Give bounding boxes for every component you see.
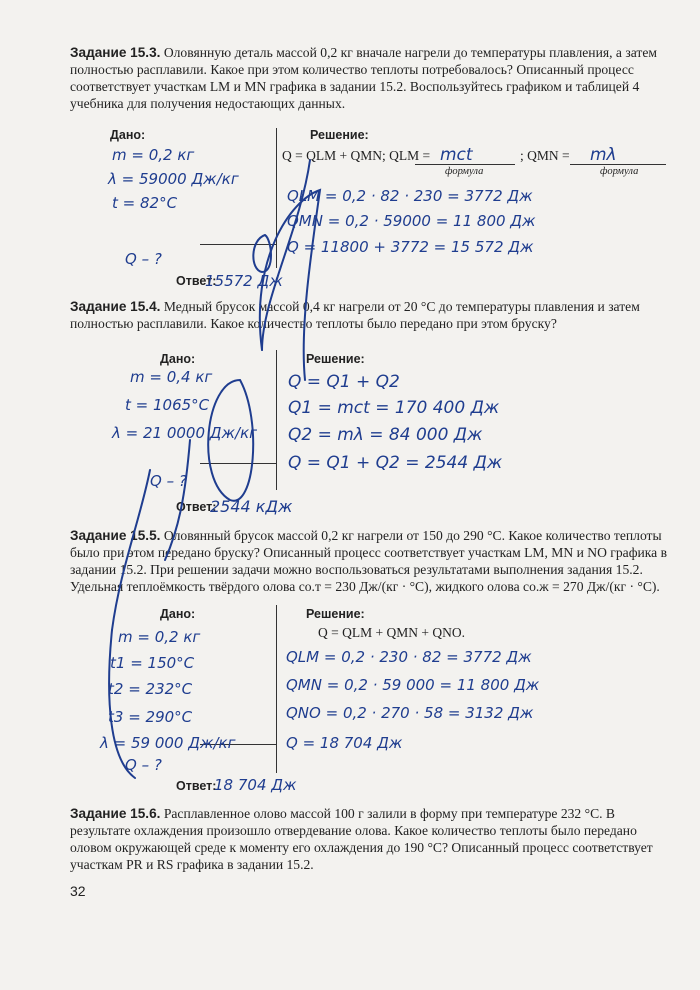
answer-label-155: Ответ: (176, 779, 217, 793)
hw-154-answer: 2544 кДж (210, 497, 293, 516)
hw-153-s2: QMN = 0,2 · 59000 = 11 800 Дж (287, 212, 536, 230)
divider-vertical-155 (276, 605, 277, 773)
formula-blank-2 (570, 164, 666, 165)
task-15-3-label: Задание 15.3. (70, 45, 161, 60)
hw-154-q: Q – ? (150, 472, 187, 490)
hw-155-t1: t1 = 150°C (110, 654, 195, 672)
hw-155-s3: QNO = 0,2 · 270 · 58 = 3132 Дж (286, 704, 534, 722)
given-label-153: Дано: (110, 128, 146, 142)
hw-153-s1: QLM = 0,2 · 82 · 230 = 3772 Дж (287, 187, 533, 205)
formula-153: Q = QLM + QMN; QLM = (282, 148, 431, 163)
divider-vertical-154 (276, 350, 277, 490)
task-15-6-label: Задание 15.6. (70, 806, 161, 821)
hw-153-t: t = 82°C (112, 194, 178, 212)
hw-154-m: m = 0,4 кг (130, 368, 213, 386)
hw-153-s3: Q = 11800 + 3772 = 15 572 Дж (287, 238, 534, 256)
answer-label-153: Ответ: (176, 274, 217, 288)
hw-154-s3: Q2 = mλ = 84 000 Дж (288, 425, 483, 445)
hw-154-s2: Q1 = mct = 170 400 Дж (288, 398, 500, 418)
hw-155-q: Q – ? (125, 756, 162, 774)
formula-155: Q = QLM + QMN + QNO. (318, 625, 465, 640)
hw-154-s1: Q = Q1 + Q2 (288, 372, 400, 392)
hw-153-f1: mct (440, 145, 473, 165)
hw-153-lambda: λ = 59000 Дж/кг (108, 170, 239, 188)
hw-153-f2: mλ (590, 145, 617, 165)
hw-155-lambda: λ = 59 000 Дж/кг (100, 734, 236, 752)
solution-label-155: Решение: (306, 607, 365, 621)
task-15-6-body: Расплавленное олово массой 100 г залили в форму при температуре 232 °C. В результате охлаждения произошло отвердевание олова. Какое количество теплоты было передано оловом окружающей среде к моменту его охлаждения до 190 °C? Описанный процесс соответствует участкам PR и RS графика в задании 15.2. (70, 806, 653, 872)
task-15-4-text (70, 298, 670, 332)
divider-vertical-153 (276, 128, 277, 268)
task-15-3-text (70, 44, 670, 112)
hw-153-answer: 15572 Дж (205, 272, 283, 290)
hw-153-m: m = 0,2 кг (112, 146, 195, 164)
task-15-5-body: Оловянный брусок массой 0,2 кг нагрели от 150 до 290 °C. Какое количество теплоты было при этом передано бруску? Описанный процесс соответствует участкам LM, MN и NO графика в задании 15.2. При решении задачи можно воспользоваться результатами выполнения задания 15.2. Удельная теплоёмкость твёрдого олова cо.т = 230 Дж/(кг · °C), жидкого олова cо.ж = 270 Дж/(кг · °C). (70, 528, 668, 594)
task-15-3-body: Оловянную деталь массой 0,2 кг вначале нагрели до температуры плавления, а затем полностью расплавили. Какое при этом количество теплоты потребовалось? Описанный процесс соответствует участкам LM и MN графика в задании 15.2. Воспользуйтесь графиком и таблицей 4 учебника для получения недостающих данных. (70, 45, 657, 111)
solution-label-154: Решение: (306, 352, 365, 366)
task-15-6-text (70, 805, 670, 873)
task-15-4-body: Медный брусок массой 0,4 кг нагрели от 20 °C до температуры плавления и затем полностью расплавили. Какое количество теплоты было передано при этом бруску? (70, 299, 640, 331)
hw-153-q: Q – ? (125, 250, 162, 268)
solution-label-153: Решение: (310, 128, 369, 142)
divider-horizontal-153 (200, 244, 277, 245)
hw-155-m: m = 0,2 кг (118, 628, 201, 646)
hw-155-s1: QLM = 0,2 · 230 · 82 = 3772 Дж (286, 648, 532, 666)
given-label-154: Дано: (160, 352, 196, 366)
divider-horizontal-154 (200, 463, 277, 464)
formula-caption-2: формула (600, 166, 639, 177)
answer-label-154: Ответ: (176, 500, 217, 514)
hw-155-s2: QMN = 0,2 · 59 000 = 11 800 Дж (286, 676, 540, 694)
hw-155-t2: t2 = 232°C (108, 680, 193, 698)
hw-155-answer: 18 704 Дж (214, 776, 297, 794)
hw-154-t: t = 1065°C (125, 396, 210, 414)
formula-caption-1: формула (445, 166, 484, 177)
hw-154-lambda: λ = 21 0000 Дж/кг (112, 424, 258, 442)
task-15-5-text (70, 527, 670, 595)
given-label-155: Дано: (160, 607, 196, 621)
task-15-5-label: Задание 15.5. (70, 528, 161, 543)
page-number: 32 (70, 883, 86, 899)
hw-154-s4: Q = Q1 + Q2 = 2544 Дж (288, 453, 503, 473)
hw-155-t3: t3 = 290°C (108, 708, 193, 726)
hw-155-s4: Q = 18 704 Дж (286, 734, 403, 752)
task-15-4-label: Задание 15.4. (70, 299, 161, 314)
formula-153-b: ; QMN = (520, 148, 570, 163)
